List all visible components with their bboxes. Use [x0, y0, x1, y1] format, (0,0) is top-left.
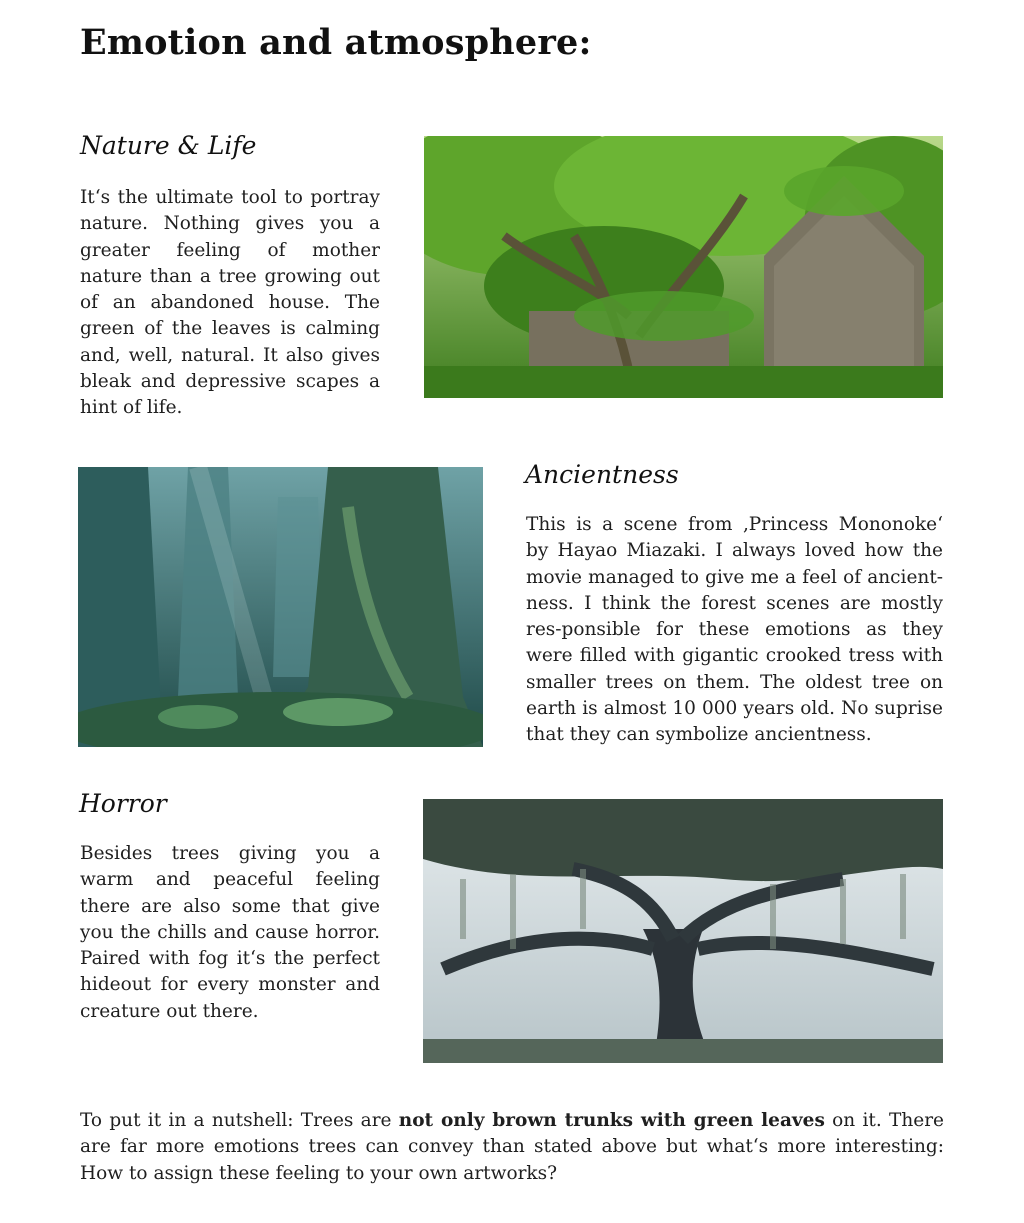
summary-paragraph — [80, 1108, 944, 1187]
section-heading-nature-life: Nature & Life — [80, 131, 257, 160]
photo-ancient-forest-scene — [78, 467, 483, 747]
photo-tree-growing-from-ruined-house — [424, 136, 943, 398]
summary-text-after: on it. There are far more emotions trees can convey than stated above but what‘s more interesting: How to assign these feeling to your own artworks? — [80, 1110, 944, 1184]
section-text-ancientness: This is a scene from ‚Princess Mononoke‘ by Hayao Miazaki. I always loved how the movie managed to give me a feel of ancient-ness. I think the forest scenes are mostly res-ponsible for these emotions as they were filled with gigantic crooked tress with smaller trees on them. The oldest tree on earth is almost 10 000 years old. No suprise that they can symbolize ancientness. — [526, 514, 943, 746]
summary-text-bold: not only brown trunks with green leaves — [398, 1110, 825, 1131]
section-heading-horror: Horror — [79, 789, 167, 818]
section-text-nature-life: It‘s the ultimate tool to portray nature. Nothing gives you a greater feeling of mother nature than a tree growing out of an abandoned house. The green of the leaves is calming and, well, natural. It also gives bleak and depressive scapes a hint of life. — [80, 187, 380, 419]
section-heading-ancientness: Ancientness — [525, 460, 679, 489]
section-text-horror: Besides trees giving you a warm and peaceful feeling there are also some that give you the chills and cause horror. Paired with fog it‘s the perfect hideout for every monster and creature out there. — [80, 843, 380, 1022]
summary-text-before: To put it in a nutshell: Trees are — [80, 1110, 399, 1131]
page-title: Emotion and atmosphere: — [80, 22, 592, 63]
photo-foggy-live-oak-tree — [423, 799, 943, 1063]
